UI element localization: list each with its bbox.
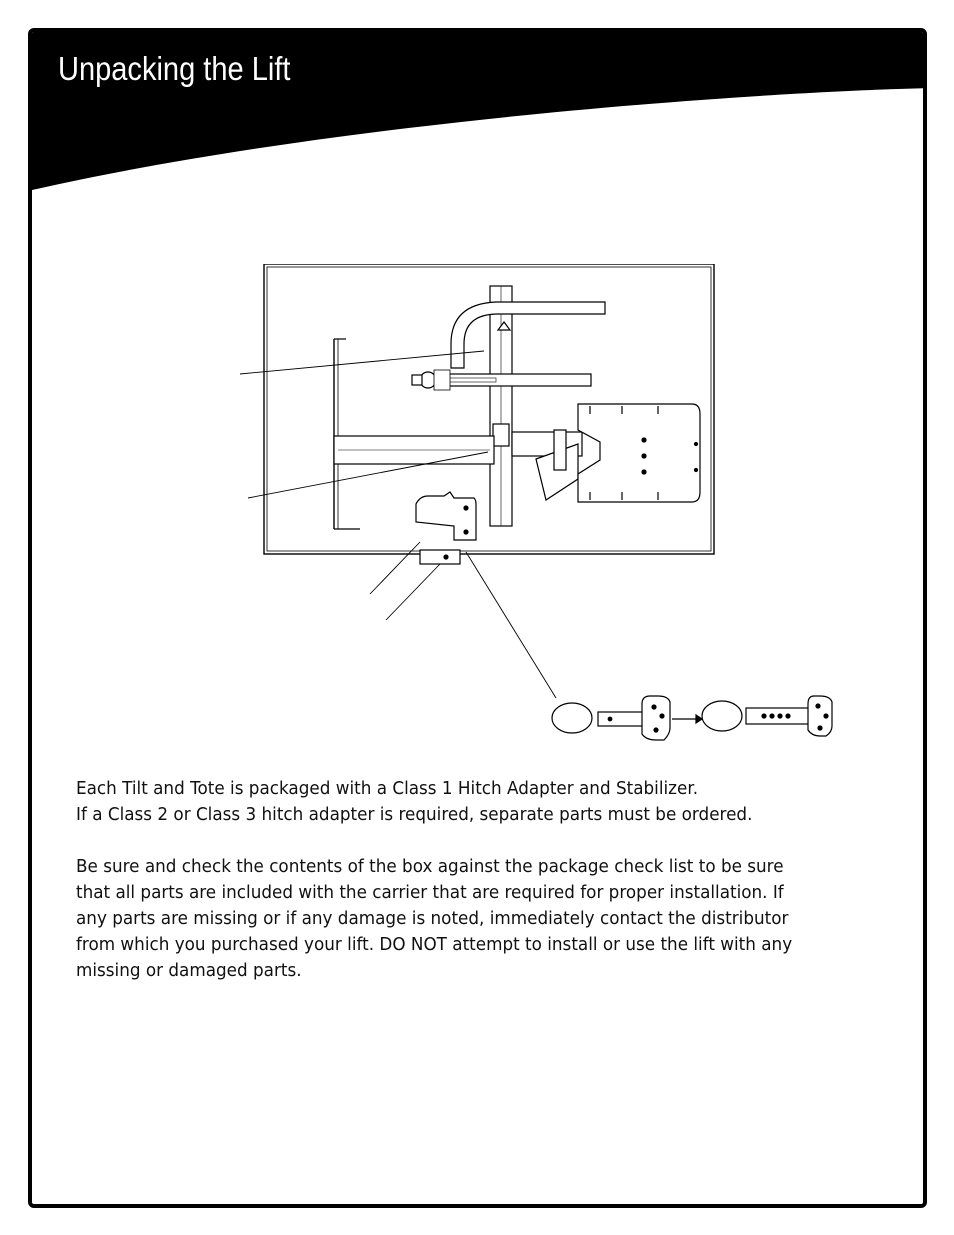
class-2-3-adapter	[746, 696, 832, 736]
text-line: from which you purchased your lift. DO NOT attempt to install or use the lift with any	[76, 935, 793, 955]
page-title: Unpacking the Lift	[58, 50, 291, 87]
paragraph-package-contents	[76, 776, 873, 828]
paragraph-check-contents	[76, 854, 873, 984]
text-line: any parts are missing or if any damage is noted, immediately contact the distributor	[76, 909, 789, 929]
curved-arm	[451, 302, 605, 368]
text-line: Each Tilt and Tote is packaged with a Class 1 Hitch Adapter and Stabilizer.	[76, 779, 699, 799]
text-line: If a Class 2 or Class 3 hitch adapter is required, separate parts must be ordered.	[76, 805, 753, 825]
hitch-adapter-small	[420, 550, 460, 564]
hitch-mount	[512, 430, 582, 500]
text-line: Be sure and check the contents of the box against the package check list to be sure	[76, 857, 784, 877]
lift-box-diagram	[206, 264, 846, 764]
stabilizer-bracket	[416, 492, 476, 540]
class-adapter-callout	[552, 696, 832, 740]
body-text	[76, 776, 873, 1010]
text-line: that all parts are included with the carrier that are required for proper installation. If	[76, 883, 784, 903]
page-frame	[28, 28, 927, 1208]
mount-plate	[578, 404, 700, 502]
class-1-adapter	[598, 696, 670, 740]
vertical-mast	[490, 286, 512, 526]
text-line: missing or damaged parts.	[76, 961, 302, 981]
